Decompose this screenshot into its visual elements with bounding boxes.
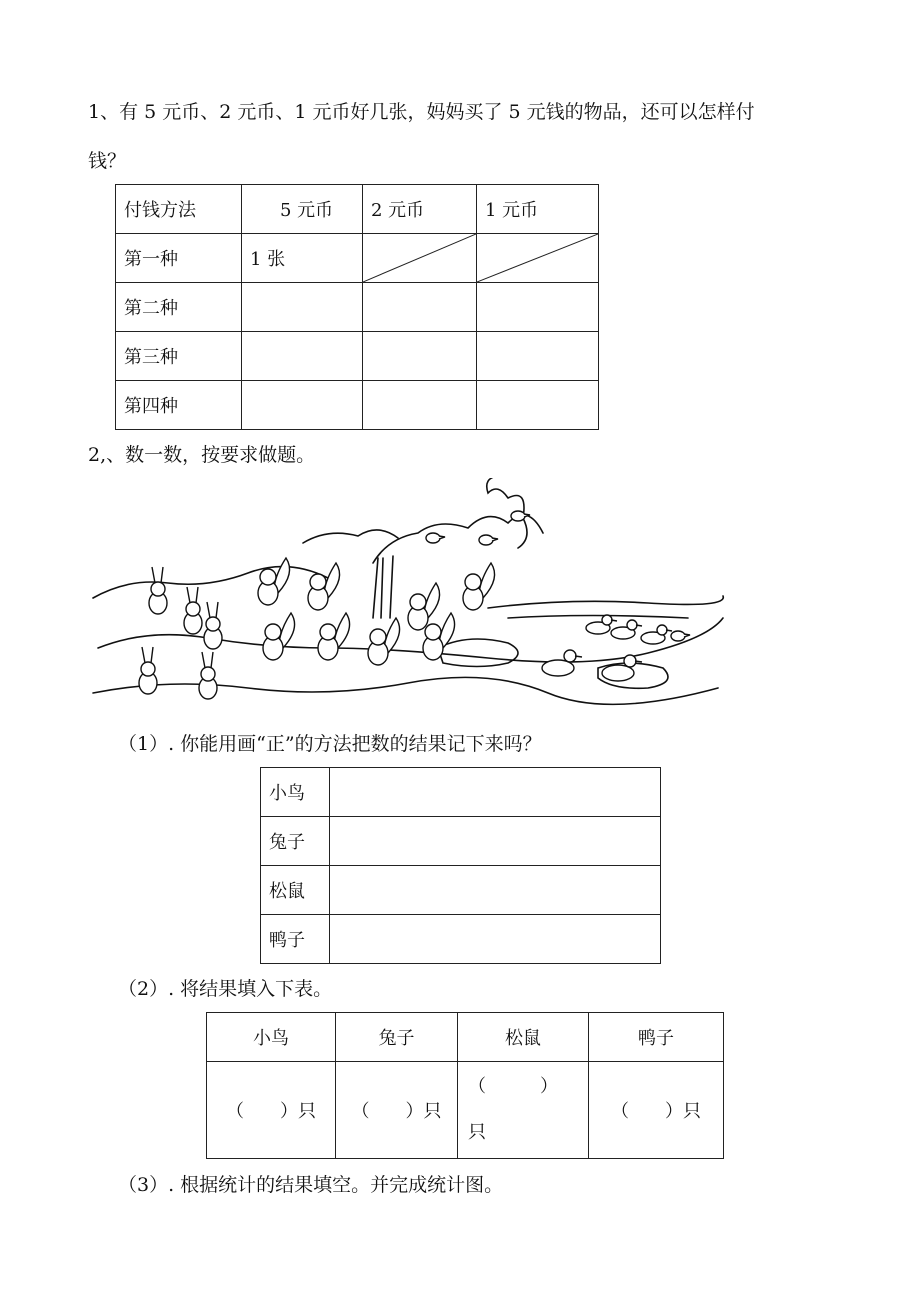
answer-cell[interactable] (477, 283, 599, 332)
diagonal-line (363, 234, 476, 282)
diagonal-line (477, 234, 598, 282)
row-label: 第一种 (116, 234, 242, 283)
question-2-part-2: （2）. 将结果填入下表。 (118, 978, 333, 1000)
header-2-yuan: 2 元币 (363, 185, 477, 234)
table-row (261, 915, 661, 964)
question-1-line-2: 钱？ (88, 150, 127, 172)
answer-cell[interactable] (477, 381, 599, 430)
header-duck: 鸭子 (589, 1013, 724, 1062)
table-row (261, 866, 661, 915)
count-blank[interactable]: （ ）只 (207, 1062, 336, 1159)
tally-table (260, 767, 661, 964)
diagonal-cell (477, 234, 599, 283)
tally-cell[interactable] (330, 768, 661, 817)
count-blank-bottom: 只 (468, 1122, 486, 1143)
table-header-row (207, 1013, 724, 1062)
count-blank-top: （ ） (468, 1076, 558, 1097)
row-label: 第二种 (116, 283, 242, 332)
row-label: 第四种 (116, 381, 242, 430)
animal-label: 小鸟 (261, 768, 330, 817)
header-squirrel: 松鼠 (458, 1013, 589, 1062)
results-table (206, 1012, 724, 1159)
table-row (207, 1062, 724, 1159)
answer-cell[interactable] (242, 283, 363, 332)
answer-cell[interactable] (363, 283, 477, 332)
header-5-yuan: 5 元币 (242, 185, 363, 234)
table-row (116, 381, 599, 430)
animal-label: 兔子 (261, 817, 330, 866)
table-row (116, 332, 599, 381)
row-label: 第三种 (116, 332, 242, 381)
tally-cell[interactable] (330, 915, 661, 964)
header-rabbit: 兔子 (336, 1013, 458, 1062)
animal-label: 松鼠 (261, 866, 330, 915)
animal-scene-illustration (88, 478, 728, 714)
question-2-part-3: （3）. 根据统计的结果填空。并完成统计图。 (118, 1174, 504, 1196)
table-row (116, 234, 599, 283)
bird-group (426, 511, 690, 641)
count-blank[interactable]: （ ）只 (589, 1062, 724, 1159)
question-2-part-1: （1）. 你能用画“正”的方法把数的结果记下来吗？ (118, 733, 542, 755)
table-row (116, 283, 599, 332)
header-bird: 小鸟 (207, 1013, 336, 1062)
count-blank[interactable]: （ ）只 (336, 1062, 458, 1159)
duck-group (542, 615, 672, 681)
answer-cell[interactable] (242, 332, 363, 381)
diagonal-cell (363, 234, 477, 283)
cell-5-yuan: 1 张 (242, 234, 363, 283)
payment-methods-table (115, 184, 599, 430)
question-2-title: 2,、数一数，按要求做题。 (88, 444, 316, 466)
count-blank[interactable] (458, 1062, 589, 1159)
animal-label: 鸭子 (261, 915, 330, 964)
answer-cell[interactable] (363, 381, 477, 430)
header-method: 付钱方法 (116, 185, 242, 234)
table-row (261, 768, 661, 817)
tally-cell[interactable] (330, 866, 661, 915)
header-1-yuan: 1 元币 (477, 185, 599, 234)
question-1-line-1: 1、有 5 元币、2 元币、1 元币好几张，妈妈买了 5 元钱的物品，还可以怎样付 (88, 101, 755, 123)
rabbit-group (139, 567, 222, 699)
table-row (261, 817, 661, 866)
tally-cell[interactable] (330, 817, 661, 866)
answer-cell[interactable] (242, 381, 363, 430)
table-header-row (116, 185, 599, 234)
answer-cell[interactable] (363, 332, 477, 381)
answer-cell[interactable] (477, 332, 599, 381)
